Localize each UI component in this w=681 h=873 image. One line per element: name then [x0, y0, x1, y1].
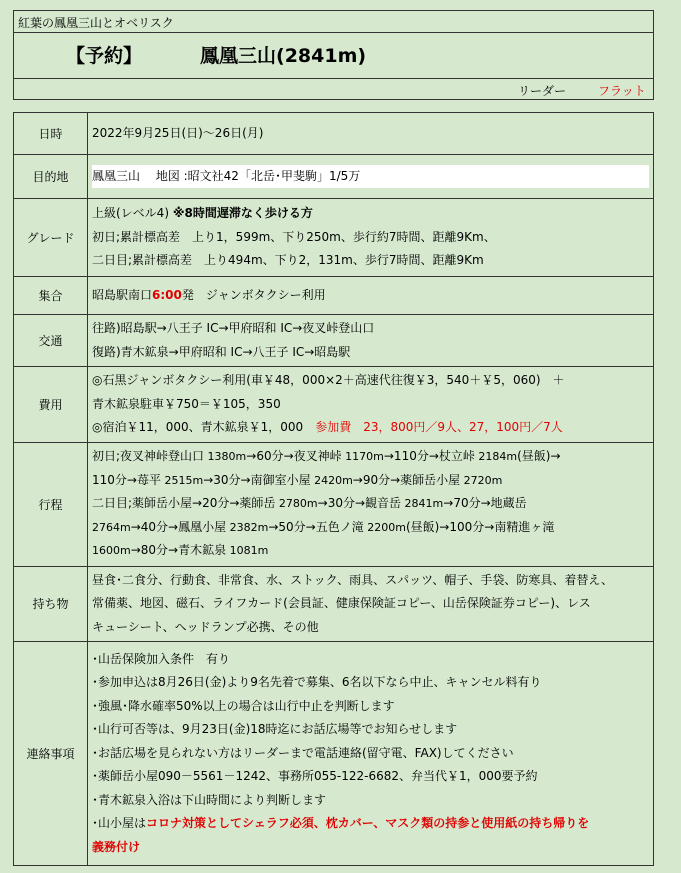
- label-date: 日時: [14, 113, 88, 155]
- itin-alt: 2382m: [226, 520, 269, 534]
- itin-text: →50分→五色ノ滝: [268, 519, 364, 534]
- row-meeting: [14, 277, 654, 315]
- items-line1: 昼食･二食分、行動食、非常食、水、ストック、雨具、スパッツ、帽子、手袋、防寒具、着替え、: [92, 572, 614, 587]
- itin-text: →90分→薬師岳小屋: [352, 472, 461, 487]
- note-8-obligation: 義務付け: [92, 839, 141, 854]
- note-7: ･青木鉱泉入浴は下山時間により判断します: [92, 792, 327, 807]
- itin-alt: 1380m: [204, 450, 247, 464]
- row-cost: [14, 367, 654, 443]
- itin-text: →70分→地蔵岳: [443, 496, 527, 511]
- title-name: 鳳凰三山(2841m): [200, 45, 367, 67]
- itin-text: →80分→青木鉱泉: [130, 543, 227, 558]
- grade-day1: 初日;累計標高差 上り1，599m、下り250m、歩行約7時間、距離9Km、: [92, 229, 496, 244]
- leader-row: [13, 78, 654, 100]
- note-8-prefix: ･山小屋は: [92, 816, 147, 831]
- cost-line2: 青木鉱泉駐車￥750＝￥105，350: [92, 396, 281, 411]
- meeting-after: 発 ジャンボタクシー利用: [181, 287, 326, 302]
- leader-name: フラット: [598, 84, 646, 98]
- row-itinerary: [14, 442, 654, 566]
- row-notes: [14, 642, 654, 866]
- participation-fee: 参加費 23，800円／9人、27，100円／7人: [315, 420, 563, 434]
- itin-text: →30分→観音岳: [317, 496, 402, 511]
- label-notes: 連絡事項: [14, 642, 88, 866]
- label-cost: 費用: [14, 367, 88, 443]
- itin-text: →60分→夜叉神峠: [246, 449, 342, 464]
- title-tag: 【予約】: [66, 45, 143, 67]
- row-transport: [14, 315, 654, 367]
- note-6: ･薬師岳小屋090－5561－1242、事務所055-122-6682、弁当代￥1，000要予約: [92, 769, 538, 784]
- itin-alt: 1081m: [226, 544, 269, 558]
- itin-alt: 2841m: [401, 497, 444, 511]
- itin-alt: 2420m: [310, 473, 353, 487]
- itin-text: 110分→苺平: [92, 472, 161, 487]
- itin-text: 初日;夜叉神峠登山口: [92, 449, 205, 464]
- meeting-place: 昭島駅南口: [92, 287, 153, 302]
- cost-line3: ◎宿泊￥11，000、青木鉱泉￥1，000: [92, 420, 316, 434]
- page-title: [13, 32, 654, 78]
- date-value: 2022年9月25日(日)～26日(月): [92, 125, 264, 140]
- grade-level: 上級(レベル4): [92, 206, 169, 221]
- subtitle: 紅葉の鳳凰三山とオベリスク: [13, 10, 654, 32]
- row-grade: [14, 199, 654, 277]
- itin-text: →110分→杖立峠: [383, 449, 475, 464]
- note-1: ･山岳保険加入条件 有り: [92, 651, 231, 666]
- row-destination: [14, 155, 654, 199]
- itin-alt: 2184m: [474, 450, 518, 464]
- itin-text: →40分→鳳凰小屋: [130, 519, 227, 534]
- note-5: ･お話広場を見られない方はリーダーまで電話連絡(留守電、FAX)してください: [92, 745, 514, 760]
- note-3: ･強風･降水確率50%以上の場合は山行中止を判断します: [92, 698, 395, 713]
- meeting-time: 6:00: [152, 287, 182, 302]
- itin-alt: 1600m: [92, 544, 131, 558]
- items-line3: キューシート、ヘッドランプ必携、その他: [92, 619, 319, 634]
- itin-alt: 2780m: [275, 497, 318, 511]
- items-line2: 常備薬、地図、磁石、ライフカード(会員証、健康保険証コピー、山岳保険証券コピー)、レス: [92, 596, 591, 610]
- itin-alt: 2764m: [92, 520, 131, 534]
- itin-text: (昼飯)→100分→南精進ヶ滝: [405, 519, 555, 534]
- info-table: [13, 112, 654, 866]
- label-grade: グレード: [14, 199, 88, 277]
- cost-line1: ◎石黒ジャンボタクシー利用(車￥48，000×2＋高速代往復￥3，540＋￥5，060) ＋: [92, 373, 565, 387]
- label-meeting: 集合: [14, 277, 88, 315]
- itin-text: →30分→南御室小屋: [203, 472, 311, 487]
- transport-outbound: 往路)昭島駅→八王子 IC→甲府昭和 IC→夜叉峠登山口: [92, 321, 375, 335]
- label-items: 持ち物: [14, 566, 88, 642]
- itin-alt: 2515m: [160, 473, 204, 487]
- itin-alt: 2720m: [460, 473, 503, 487]
- row-items: [14, 566, 654, 642]
- itin-alt: 2200m: [363, 520, 406, 534]
- itin-text: (昼飯)→: [517, 449, 561, 464]
- itin-alt: 1170m: [341, 450, 384, 464]
- grade-note: ※8時間遅滞なく歩ける方: [172, 206, 313, 221]
- note-4: ･山行可否等は、9月23日(金)18時迄にお話広場等でお知らせします: [92, 722, 458, 737]
- label-itinerary: 行程: [14, 442, 88, 566]
- label-transport: 交通: [14, 315, 88, 367]
- note-2: ･参加申込は8月26日(金)より9名先着で募集、6名以下なら中止、キャンセル料有り: [92, 675, 542, 690]
- row-date: [14, 113, 654, 155]
- note-8-covid: コロナ対策としてシェラフ必須、枕カバー、マスク類の持参と使用紙の持ち帰りを: [146, 816, 590, 831]
- label-destination: 目的地: [14, 155, 88, 199]
- leader-label: リーダー: [518, 84, 567, 98]
- destination-value: 鳳凰三山 地図 :昭文社42「北岳･甲斐駒」1/5万: [92, 165, 649, 189]
- itin-text: 二日目;薬師岳小屋→20分→薬師岳: [92, 496, 276, 511]
- grade-day2: 二日目;累計標高差 上り494m、下り2，131m、歩行7時間、距離9Km: [92, 253, 484, 268]
- transport-return: 復路)青木鉱泉→甲府昭和 IC→八王子 IC→昭島駅: [92, 344, 351, 359]
